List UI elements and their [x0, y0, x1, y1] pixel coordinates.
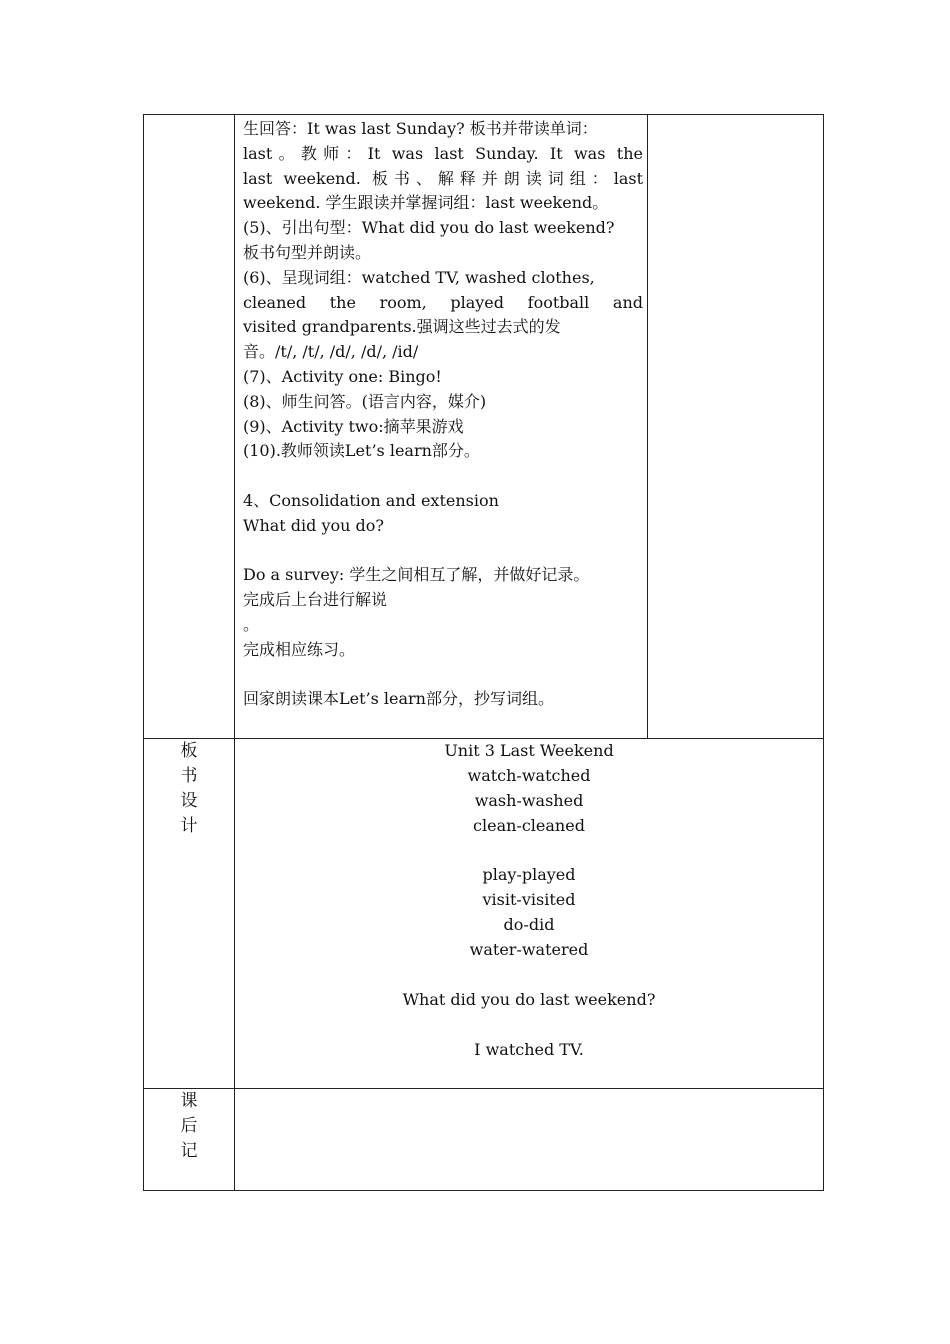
- label-char: 计: [180, 816, 198, 836]
- text-line: do-did: [503, 915, 555, 935]
- blank-line: [243, 663, 643, 688]
- text-line: (5)、引出句型：What did you do last weekend?: [243, 218, 615, 238]
- text-line: visit-visited: [482, 890, 576, 910]
- label-char: 书: [180, 766, 198, 786]
- text-line: 板书句型并朗读。: [243, 242, 372, 262]
- text-line: Unit 3 Last Weekend: [444, 741, 614, 760]
- text-line: 完成相应练习。: [243, 639, 356, 659]
- text-line: play-played: [482, 865, 576, 885]
- table-left-border: [143, 114, 144, 1191]
- teaching-procedure-cell: [243, 117, 643, 712]
- table-right-border: [823, 114, 824, 1191]
- after-class-reflection-label: [143, 1089, 235, 1164]
- table-bottom-border: [143, 1190, 824, 1191]
- text-line: last weekend. 板书、解释并朗读词组：last: [243, 168, 643, 188]
- label-char: 设: [180, 791, 198, 811]
- label-char: 课: [180, 1091, 198, 1111]
- text-line: 4、Consolidation and extension: [243, 490, 499, 510]
- text-line: clean-cleaned: [473, 815, 585, 835]
- blank-line: [243, 539, 643, 564]
- after-class-reflection-content: [235, 1089, 823, 1190]
- text-line: last。教师：It was last Sunday. It was the: [243, 143, 643, 163]
- label-char: 后: [180, 1116, 198, 1136]
- text-line: visited grandparents.强调这些过去式的发: [243, 317, 561, 337]
- board-design-content: [235, 739, 823, 1063]
- blank-line: [235, 1013, 823, 1038]
- text-line: watch-watched: [467, 765, 591, 785]
- text-line: (8)、师生问答。(语言内容，媒介): [243, 391, 487, 411]
- blank-line: [235, 963, 823, 988]
- text-line: 生回答：It was last Sunday? 板书并带读单词：: [243, 119, 598, 138]
- text-line: Do a survey: 学生之间相互了解，并做好记录。: [243, 565, 590, 585]
- label-char: 板: [180, 741, 198, 761]
- text-line: What did you do last weekend?: [402, 989, 656, 1009]
- text-line: 完成后上台进行解说: [243, 590, 388, 610]
- text-line: 回家朗读课本Let’s learn部分，抄写词组。: [243, 689, 554, 709]
- label-char: 记: [180, 1141, 198, 1161]
- blank-line: [243, 464, 643, 489]
- table-top-border: [143, 114, 824, 115]
- notes-column-divider: [647, 114, 648, 739]
- text-line: weekend. 学生跟读并掌握词组：last weekend。: [243, 193, 609, 213]
- text-line: What did you do?: [243, 515, 385, 535]
- text-line: (7)、Activity one: Bingo!: [243, 366, 442, 386]
- board-design-label: [143, 739, 235, 839]
- blank-line: [235, 839, 823, 864]
- text-line: water-watered: [469, 940, 589, 960]
- text-line: (10).教师领读Let’s learn部分。: [243, 441, 480, 461]
- text-line: (6)、呈现词组：watched TV, washed clothes,: [243, 267, 595, 287]
- text-line: wash-washed: [474, 790, 584, 810]
- text-line: I watched TV.: [474, 1039, 584, 1059]
- text-line: cleaned the room, played football and: [243, 292, 643, 312]
- text-line: 音。/t/, /t/, /d/, /d/, /id/: [243, 342, 419, 362]
- text-line: (9)、Activity two:摘苹果游戏: [243, 416, 464, 436]
- text-line: 。: [243, 614, 260, 634]
